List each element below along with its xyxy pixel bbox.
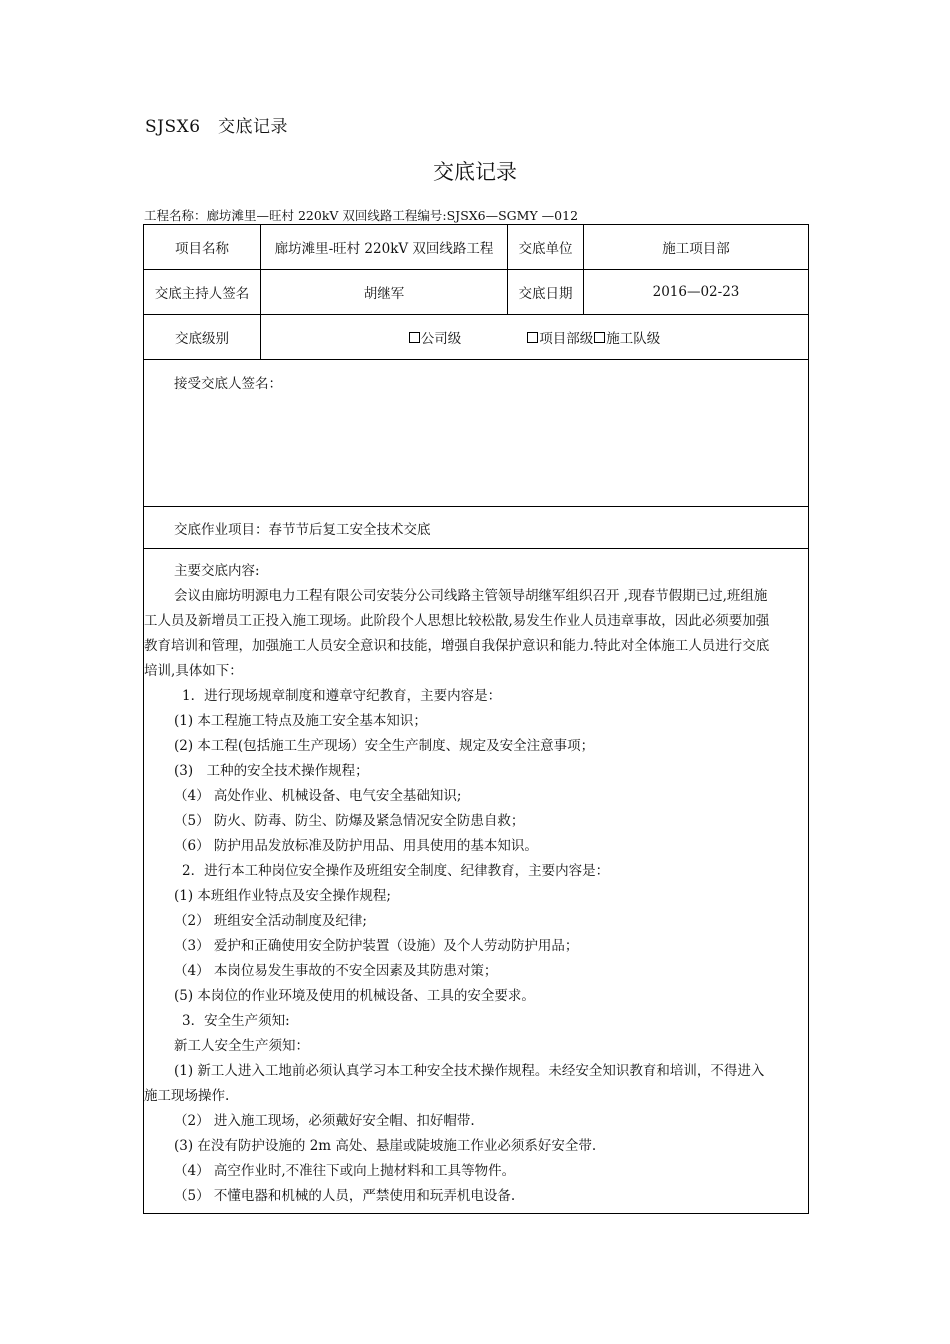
section-1-item: （6） 防护用品发放标准及防护用品、用具使用的基本知识。 [174,838,538,854]
section-3-title: 3．安全生产须知: [182,1013,290,1029]
receiver-signature-label: 接受交底人签名： [174,376,282,392]
section-3-item: (1) 新工人进入工地前必须认真学习本工种安全技术操作规程。未经安全知识教育和培训，不得进入 [174,1063,765,1079]
value-briefing-unit: 施工项目部 [584,225,809,270]
intro-line: 会议由廊坊明源电力工程有限公司安装分公司线路主管领导胡继军组织召开 ,现春节假期已过,班组施 [174,588,768,604]
section-3-subtitle: 新工人安全生产须知： [174,1038,309,1054]
checkbox-icon[interactable] [594,332,605,343]
section-3-item-continued: 施工现场操作. [144,1088,230,1104]
intro-line: 教育培训和管理，加强施工人员安全意识和技能，增强自我保护意识和能力.特此对全体施工人员进行交底 [144,638,770,654]
briefing-task: 交底作业项目：春节节后复工安全技术交底 [144,507,809,549]
row-project [144,225,809,270]
briefing-content [144,549,809,1214]
label-project-name: 项目名称 [144,225,261,270]
row-signatures [144,360,809,507]
row-content [144,549,809,1214]
record-table [143,224,809,1214]
section-2-item: （3） 爱护和正确使用安全防护装置（设施）及个人劳动防护用品； [174,938,579,954]
level-option-project-dept[interactable]: 项目部级 施工队级 [527,327,660,347]
level-option-company[interactable]: 公司级 [409,327,462,347]
content-heading: 主要交底内容: [174,563,260,579]
section-2-item: (5) 本岗位的作业环境及使用的机械设备、工具的安全要求。 [174,988,535,1004]
intro-line: 工人员及新增员工正投入施工现场。此阶段个人思想比较松散,易发生作业人员违章事故，因此必须要加强 [144,613,770,629]
document-code: SJSX6 交底记录 [145,117,289,137]
section-1-item: (3) 工种的安全技术操作规程； [174,763,369,779]
receiver-signature-area [144,360,809,507]
section-2-item: (1) 本班组作业特点及安全操作规程; [174,888,391,904]
section-1-item: (1) 本工程施工特点及施工安全基本知识； [174,713,427,729]
section-3-item: （2） 进入施工现场，必须戴好安全帽、扣好帽带. [174,1113,475,1129]
label-briefing-unit: 交底单位 [508,225,584,270]
section-3-item: （4） 高空作业时,不准往下或向上抛材料和工具等物件。 [174,1163,516,1179]
section-1-item: (2) 本工程(包括施工生产现场）安全生产制度、规定及安全注意事项； [174,738,595,754]
section-1-item: （5） 防火、防毒、防尘、防爆及紧急情况安全防患自救； [174,813,525,829]
checkbox-icon[interactable] [527,332,538,343]
briefing-level-options [261,315,809,360]
section-2-title: 2．进行本工种岗位安全操作及班组安全制度、纪律教育，主要内容是： [182,863,610,879]
row-level [144,315,809,360]
label-host-signature: 交底主持人签名 [144,270,261,315]
section-1-title: 1．进行现场规章制度和遵章守纪教育，主要内容是： [182,688,502,704]
label-briefing-date: 交底日期 [508,270,584,315]
section-3-item: （5） 不懂电器和机械的人员，严禁使用和玩弄机电设备. [174,1188,516,1204]
checkbox-icon[interactable] [409,332,420,343]
value-briefing-date: 2016—02-23 [584,270,809,315]
project-name-line: 工程名称：廊坊滩里—旺村 220kV 双回线路工程编号:SJSX6—SGMY —012 [144,208,579,223]
label-briefing-level: 交底级别 [144,315,261,360]
section-2-item: （4） 本岗位易发生事故的不安全因素及其防患对策； [174,963,498,979]
row-task [144,507,809,549]
value-host-signature: 胡继军 [261,270,508,315]
document-title: 交底记录 [433,160,517,184]
intro-line: 培训,具体如下： [144,663,243,679]
row-host [144,270,809,315]
section-1-item: （4） 高处作业、机械设备、电气安全基础知识; [174,788,462,804]
section-3-item: (3) 在没有防护设施的 2m 高处、悬崖或陡坡施工作业必须系好安全带. [174,1138,597,1154]
section-2-item: （2） 班组安全活动制度及纪律; [174,913,367,929]
value-project-name: 廊坊滩里-旺村 220kV 双回线路工程 [261,225,508,270]
